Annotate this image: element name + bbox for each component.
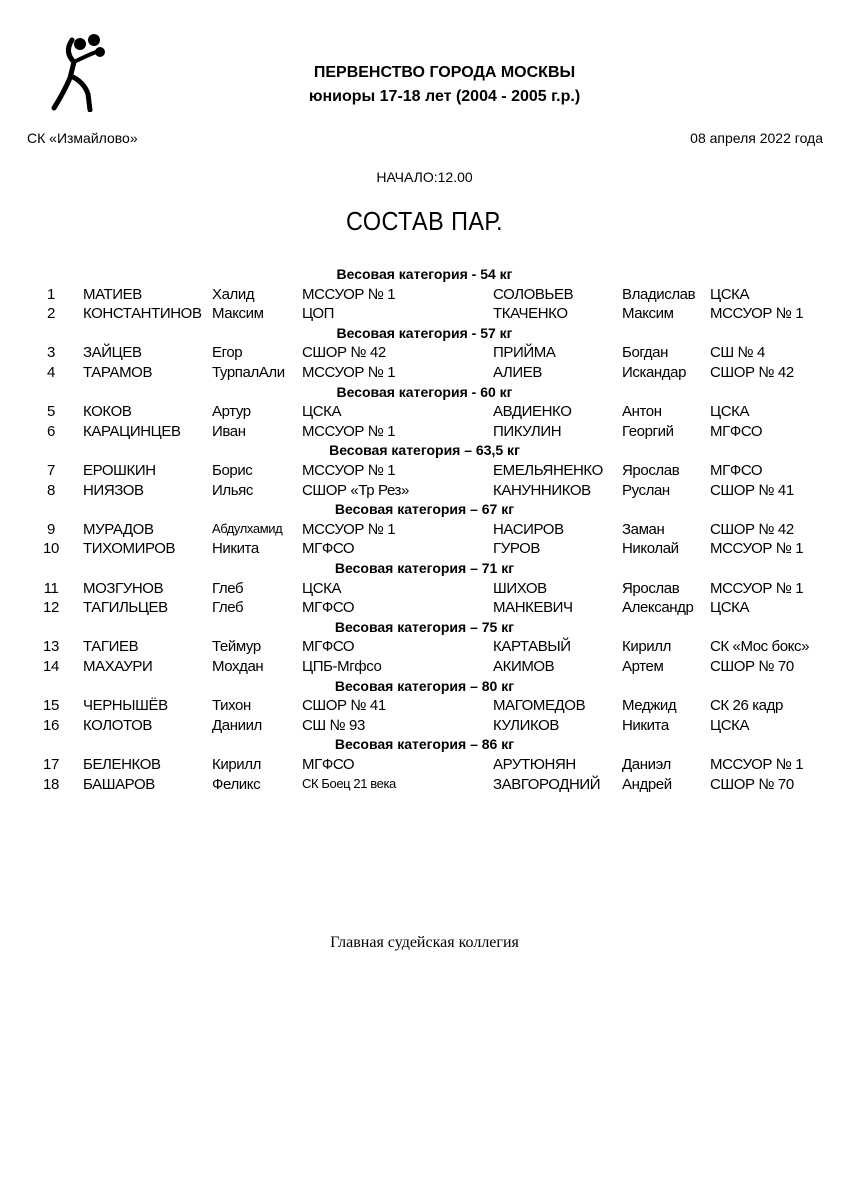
red-name: Глеб	[212, 599, 244, 617]
pair-row	[0, 403, 849, 423]
venue: СК «Измайлово»	[27, 130, 138, 146]
pair-number: 1	[47, 285, 55, 303]
red-surname: ТАГИЕВ	[83, 638, 139, 656]
pair-number: 9	[47, 520, 55, 538]
red-name: ТурпалАли	[212, 364, 285, 381]
pair-row	[0, 521, 849, 541]
footer-signature: Главная судейская коллегия	[330, 934, 519, 951]
blue-club: МССУОР № 1	[710, 756, 804, 773]
blue-name: Ярослав	[622, 462, 680, 479]
blue-surname: НАСИРОВ	[493, 520, 564, 538]
weight-category-heading: Весовая категория – 67 кг	[334, 501, 515, 518]
blue-name: Антон	[622, 403, 662, 421]
blue-club: СШОР № 70	[710, 775, 794, 793]
blue-name: Николай	[622, 540, 679, 558]
blue-name: Кирилл	[622, 638, 671, 656]
red-surname: КАРАЦИНЦЕВ	[83, 422, 181, 440]
blue-name: Артем	[622, 658, 664, 675]
red-surname: ЗАЙЦЕВ	[83, 344, 142, 362]
pair-number: 4	[47, 364, 55, 381]
pair-row	[0, 305, 849, 325]
red-surname: БЕЛЕНКОВ	[83, 756, 161, 773]
pair-number: 18	[43, 775, 59, 793]
pair-number: 11	[43, 579, 59, 597]
blue-name: Меджид	[622, 697, 677, 715]
page-heading: СОСТАВ ПАР.	[345, 206, 503, 236]
pair-row	[0, 599, 849, 619]
blue-name: Ярослав	[622, 579, 680, 597]
pair-row	[0, 423, 849, 443]
pair-number: 15	[43, 697, 59, 715]
red-surname: ЧЕРНЫШЁВ	[83, 697, 168, 715]
pair-row	[0, 697, 849, 717]
red-name: Тихон	[212, 697, 251, 715]
blue-name: Никита	[622, 716, 669, 734]
blue-club: СК 26 кадр	[710, 697, 783, 715]
weight-category-heading: Весовая категория - 60 кг	[336, 383, 513, 400]
blue-club: ЦСКА	[710, 403, 750, 421]
pair-row	[0, 344, 849, 364]
red-surname: ТАРАМОВ	[83, 364, 153, 381]
pair-number: 2	[47, 305, 55, 323]
pair-number: 3	[47, 344, 55, 362]
red-club: ЦСКА	[302, 579, 342, 597]
weight-category-heading: Весовая категория – 75 кг	[334, 618, 515, 635]
blue-name: Даниэл	[622, 756, 671, 773]
blue-surname: КАРТАВЫЙ	[493, 638, 571, 656]
pair-row	[0, 776, 849, 796]
red-club: МССУОР № 1	[302, 285, 396, 303]
weight-category-heading: Весовая категория – 80 кг	[334, 677, 515, 694]
blue-club: СШ № 4	[710, 344, 765, 362]
weight-category-heading: Весовая категория - 54 кг	[336, 266, 513, 282]
weight-category-heading: Весовая категория - 57 кг	[336, 324, 513, 341]
red-club: МССУОР № 1	[302, 364, 396, 381]
pair-number: 13	[43, 638, 59, 656]
blue-surname: АКИМОВ	[493, 658, 555, 675]
blue-surname: АРУТЮНЯН	[493, 756, 576, 773]
pair-row	[0, 638, 849, 658]
pair-number: 16	[43, 716, 59, 734]
red-name: Максим	[212, 305, 264, 323]
red-club: СШОР № 41	[302, 697, 386, 715]
red-club: МССУОР № 1	[302, 462, 396, 479]
blue-surname: АЛИЕВ	[493, 364, 542, 381]
red-name: Халид	[212, 285, 255, 303]
blue-club: ЦСКА	[710, 716, 750, 734]
pair-number: 7	[47, 462, 55, 479]
red-club: ЦСКА	[302, 403, 342, 421]
red-name: Абдулхамид	[212, 520, 283, 536]
red-name: Артур	[212, 403, 251, 421]
weight-category-heading: Весовая категория – 63,5 кг	[329, 442, 520, 459]
red-club: МССУОР № 1	[302, 520, 396, 538]
blue-club: СШОР № 41	[710, 481, 794, 499]
blue-surname: ТКАЧЕНКО	[493, 305, 568, 323]
weight-category-heading: Весовая категория – 86 кг	[334, 736, 515, 753]
pair-number: 10	[43, 540, 59, 558]
red-surname: ТИХОМИРОВ	[83, 540, 176, 558]
red-club: СШОР № 42	[302, 344, 386, 362]
pair-number: 12	[43, 599, 59, 617]
blue-name: Владислав	[622, 285, 696, 303]
red-club: МГФСО	[302, 540, 355, 558]
red-club: СК Боец 21 века	[302, 775, 396, 791]
start-time: НАЧАЛО:12.00	[376, 169, 473, 185]
blue-surname: ЗАВГОРОДНИЙ	[493, 775, 601, 793]
blue-surname: ПИКУЛИН	[493, 422, 562, 440]
pair-row	[0, 540, 849, 560]
blue-club: ЦСКА	[710, 285, 750, 303]
red-surname: МОЗГУНОВ	[83, 579, 164, 597]
pair-row	[0, 482, 849, 502]
red-name: Борис	[212, 462, 253, 479]
red-name: Иван	[212, 422, 246, 440]
pair-row	[0, 580, 849, 600]
blue-club: СШОР № 42	[710, 364, 794, 381]
pair-number: 17	[43, 756, 59, 773]
red-club: МГФСО	[302, 599, 355, 617]
blue-surname: КУЛИКОВ	[493, 716, 560, 734]
red-name: Теймур	[212, 638, 261, 656]
pair-number: 6	[47, 422, 55, 440]
red-club: МГФСО	[302, 638, 355, 656]
blue-club: ЦСКА	[710, 599, 750, 617]
red-surname: МАТИЕВ	[83, 285, 142, 303]
red-surname: ТАГИЛЬЦЕВ	[83, 599, 168, 617]
pair-row	[0, 756, 849, 776]
red-surname: КОЛОТОВ	[83, 716, 152, 734]
document-title: ПЕРВЕНСТВО ГОРОДА МОСКВЫ	[313, 64, 576, 81]
blue-club: МГФСО	[710, 422, 763, 440]
red-surname: БАШАРОВ	[83, 775, 155, 793]
blue-surname: ШИХОВ	[493, 579, 547, 597]
blue-name: Заман	[622, 520, 665, 538]
document-subtitle: юниоры 17-18 лет (2004 - 2005 г.р.)	[308, 88, 581, 105]
red-name: Даниил	[212, 716, 262, 734]
blue-club: СК «Мос бокс»	[710, 638, 810, 656]
red-surname: МУРАДОВ	[83, 520, 154, 538]
blue-name: Руслан	[622, 481, 670, 499]
blue-surname: КАНУННИКОВ	[493, 481, 591, 499]
blue-club: МССУОР № 1	[710, 579, 804, 597]
pair-row	[0, 462, 849, 482]
blue-name: Андрей	[622, 775, 672, 793]
blue-surname: СОЛОВЬЕВ	[493, 285, 574, 303]
pair-number: 14	[43, 658, 59, 675]
blue-club: МГФСО	[710, 462, 763, 479]
blue-name: Максим	[622, 305, 674, 323]
red-club: ЦПБ-Мгфсо	[302, 658, 382, 675]
weight-category-heading: Весовая категория – 71 кг	[334, 560, 515, 576]
pair-row	[0, 364, 849, 384]
red-club: СШ № 93	[302, 716, 365, 734]
red-name: Ильяс	[212, 481, 253, 499]
red-surname: КОНСТАНТИНОВ	[83, 305, 202, 323]
pair-row	[0, 658, 849, 678]
pair-number: 5	[47, 403, 55, 421]
blue-club: СШОР № 42	[710, 520, 794, 538]
blue-club: МССУОР № 1	[710, 305, 804, 323]
blue-surname: МАГОМЕДОВ	[493, 697, 586, 715]
red-name: Кирилл	[212, 756, 261, 773]
red-name: Никита	[212, 540, 259, 558]
blue-name: Богдан	[622, 344, 668, 362]
event-date: 08 апреля 2022 года	[690, 130, 823, 146]
red-surname: МАХАУРИ	[83, 658, 153, 675]
red-club: ЦОП	[302, 305, 335, 323]
blue-surname: АВДИЕНКО	[493, 403, 572, 421]
blue-surname: МАНКЕВИЧ	[493, 599, 573, 617]
blue-surname: ПРИЙМА	[493, 344, 556, 362]
blue-surname: ЕМЕЛЬЯНЕНКО	[493, 462, 603, 479]
red-club: СШОР «Тр Рез»	[302, 481, 409, 499]
red-club: МГФСО	[302, 756, 355, 773]
red-name: Феликс	[212, 775, 261, 793]
blue-club: МССУОР № 1	[710, 540, 804, 558]
blue-name: Искандар	[622, 364, 687, 381]
red-surname: КОКОВ	[83, 403, 132, 421]
pair-row	[0, 717, 849, 737]
blue-name: Георгий	[622, 422, 674, 440]
pair-row	[0, 286, 849, 306]
red-club: МССУОР № 1	[302, 422, 396, 440]
blue-surname: ГУРОВ	[493, 540, 540, 558]
red-surname: ЕРОШКИН	[83, 462, 156, 479]
blue-name: Александр	[622, 599, 694, 617]
red-surname: НИЯЗОВ	[83, 481, 144, 499]
red-name: Мохдан	[212, 658, 264, 675]
red-name: Егор	[212, 344, 243, 362]
red-name: Глеб	[212, 579, 244, 597]
pair-number: 8	[47, 481, 55, 499]
blue-club: СШОР № 70	[710, 658, 794, 675]
